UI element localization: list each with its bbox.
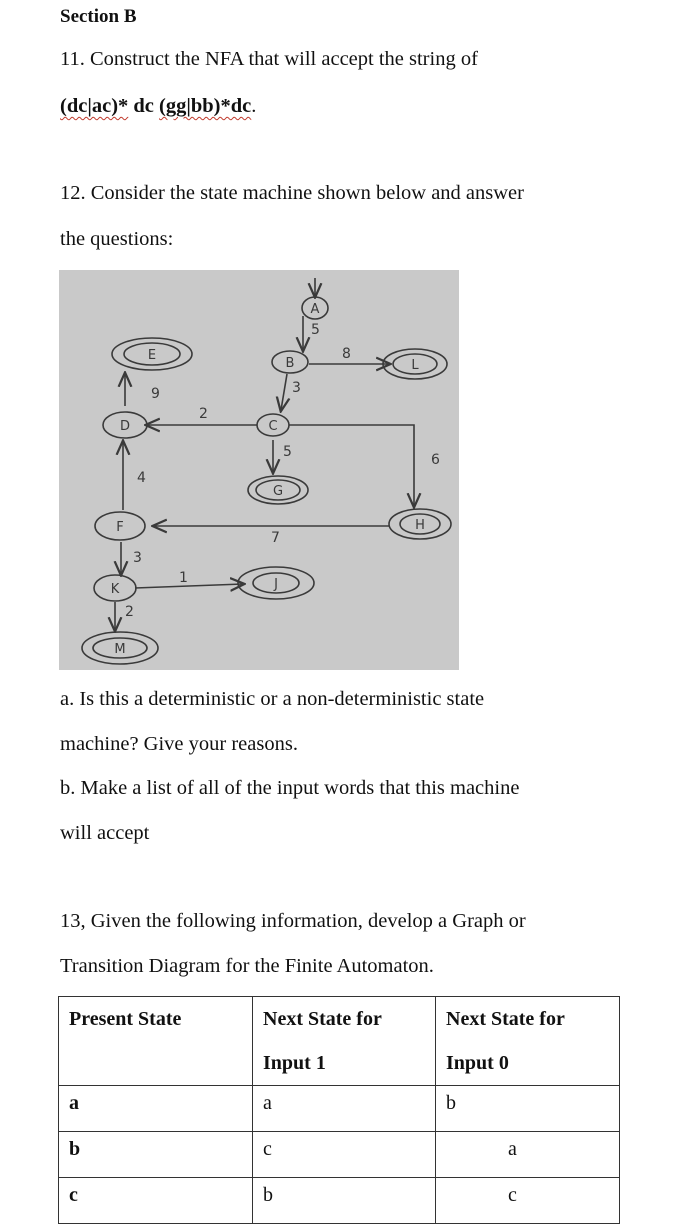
transition-label-A-B: 5: [311, 322, 320, 338]
header-next-state-input-1: Next State for Input 1: [253, 997, 436, 1086]
table-cell: a: [59, 1086, 253, 1132]
table-cell: a: [436, 1132, 620, 1178]
state-machine-diagram: [59, 270, 459, 670]
q11-expr-a: (dc|ac)*: [60, 95, 129, 117]
q13-line2: Transition Diagram for the Finite Automaton.: [60, 955, 434, 977]
section-title: Section B: [60, 6, 137, 27]
state-label-J: J: [274, 577, 278, 592]
q12b-line1: b. Make a list of all of the input words that this machine: [60, 777, 520, 799]
state-label-F: F: [116, 520, 124, 535]
state-label-M: M: [114, 642, 126, 657]
transition-label-F-D: 4: [137, 470, 146, 486]
table-row: [59, 1178, 620, 1224]
state-label-E: E: [147, 348, 157, 363]
state-label-D: D: [119, 419, 131, 434]
transition-label-D-E: 9: [151, 386, 160, 402]
q11-expression: [60, 95, 256, 118]
table-cell: c: [253, 1132, 436, 1178]
transition-label-C-D: 2: [199, 406, 208, 422]
header-present-state: Present State: [59, 997, 253, 1086]
q13-line1: 13, Given the following information, develop a Graph or: [60, 910, 526, 932]
q12a-line1: a. Is this a deterministic or a non-deterministic state: [60, 688, 485, 710]
transition-label-H-F: 7: [271, 530, 280, 546]
table-row: [59, 1132, 620, 1178]
state-table: [58, 996, 620, 1224]
q11-expr-b: dc: [133, 95, 154, 117]
q12a-line2: machine? Give your reasons.: [60, 733, 298, 755]
transition-label-C-H: 6: [431, 452, 440, 468]
transition-label-F-K: 3: [133, 550, 142, 566]
transition-label-K-J: 1: [179, 570, 188, 586]
state-label-K: K: [110, 582, 120, 597]
state-label-G: G: [272, 484, 284, 499]
table-cell: a: [253, 1086, 436, 1132]
transition-label-C-G: 5: [283, 444, 292, 460]
q12b-line2: will accept: [60, 822, 150, 844]
q12-line2: the questions:: [60, 228, 174, 250]
table-cell: c: [59, 1178, 253, 1224]
state-label-L: L: [411, 358, 419, 373]
q11-line1: 11. Construct the NFA that will accept the string of: [60, 48, 478, 70]
table-cell: b: [59, 1132, 253, 1178]
q11-expr-end: .: [251, 95, 257, 117]
q11-expr-c: (gg|bb)*dc: [159, 95, 252, 117]
transition-label-B-L: 8: [342, 346, 351, 362]
transition-label-K-M: 2: [125, 604, 134, 620]
table-header-row: [59, 997, 620, 1086]
state-label-B: B: [285, 356, 295, 371]
table-cell: c: [436, 1178, 620, 1224]
table-cell: b: [253, 1178, 436, 1224]
state-label-H: H: [415, 518, 425, 533]
header-next-state-input-0: Next State for Input 0: [436, 997, 620, 1086]
table-row: [59, 1086, 620, 1132]
state-label-A: A: [310, 302, 320, 317]
state-label-C: C: [268, 419, 278, 434]
transition-label-B-C: 3: [292, 380, 301, 396]
table-cell: b: [436, 1086, 620, 1132]
q12-line1: 12. Consider the state machine shown below and answer: [60, 182, 524, 204]
